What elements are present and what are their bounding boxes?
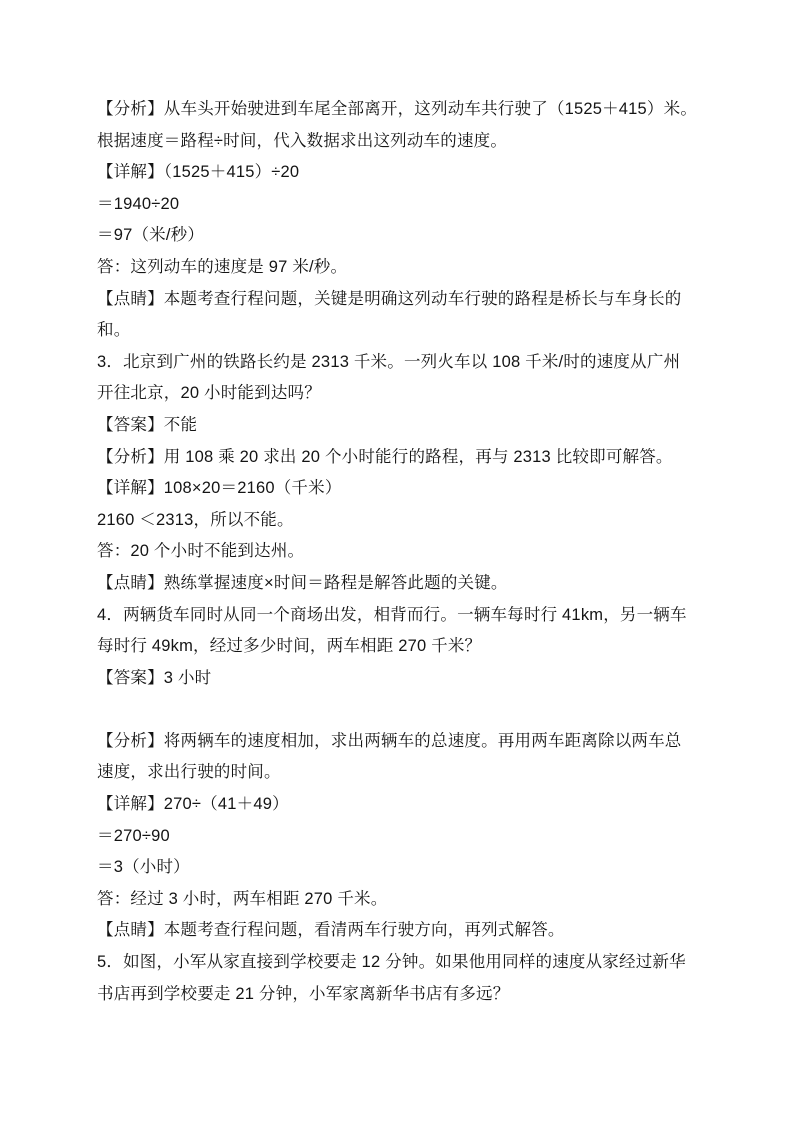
calculation-line: ＝1940÷20 (97, 194, 180, 213)
calculation-line: ＝3（小时） (97, 858, 190, 877)
key-point-line: 【点睛】本题考查行程问题，关键是明确这列动车行驶的路程是桥长与车身长的 (97, 289, 682, 308)
problem-5-line: 5．如图，小军从家直接到学校要走 12 分钟。如果他用同样的速度从家经过新华 (97, 953, 686, 972)
analysis-line: 【分析】从车头开始驶进到车尾全部离开，这列动车共行驶了（1525＋415）米。 (97, 100, 698, 118)
analysis-line: 【分析】将两辆车的速度相加，求出两辆车的总速度。再用两车距离除以两车总 (97, 731, 682, 750)
key-point-line: 【点睛】本题考查行程问题，看清两车行驶方向，再列式解答。 (97, 921, 565, 940)
conclusion-line: 答：这列动车的速度是 97 米/秒。 (97, 257, 348, 276)
blank-line (97, 694, 698, 726)
analysis-line: 根据速度＝路程÷时间，代入数据求出这列动车的速度。 (97, 131, 508, 150)
calculation-line: ＝270÷90 (97, 826, 170, 845)
problem-4-line: 每时行 49km，经过多少时间，两车相距 270 千米？ (97, 637, 482, 656)
document-text-block (97, 94, 698, 1010)
problem-3-line: 开往北京，20 小时能到达吗？ (97, 384, 321, 403)
conclusion-line: 答：经过 3 小时，两车相距 270 千米。 (97, 889, 388, 908)
problem-3-line: 3．北京到广州的铁路长约是 2313 千米。一列火车以 108 千米/时的速度从广州 (97, 352, 681, 371)
problem-4-line: 4．两辆货车同时从同一个商场出发，相背而行。一辆车每时行 41km，另一辆车 (97, 605, 687, 624)
key-point-line: 【点睛】熟练掌握速度×时间＝路程是解答此题的关键。 (97, 573, 508, 592)
conclusion-line: 答：20 个小时不能到达州。 (97, 542, 305, 561)
problem-5-line: 书店再到学校要走 21 分钟，小军家离新华书店有多远？ (97, 984, 510, 1003)
solution-line: 【详解】270÷（41＋49） (97, 795, 289, 814)
calculation-line: ＝97（米/秒） (97, 226, 205, 245)
answer-line: 【答案】3 小时 (97, 668, 212, 687)
analysis-line: 速度，求出行驶的时间。 (97, 763, 281, 782)
solution-line: 【详解】（1525＋415）÷20 (97, 163, 300, 182)
solution-line: 【详解】108×20＝2160（千米） (97, 479, 342, 498)
analysis-line: 【分析】用 108 乘 20 求出 20 个小时能行的路程，再与 2313 比较即可解答。 (97, 447, 673, 466)
calculation-line: 2160 ＜2313，所以不能。 (97, 510, 294, 529)
answer-line: 【答案】不能 (97, 415, 198, 434)
key-point-line: 和。 (97, 321, 131, 340)
